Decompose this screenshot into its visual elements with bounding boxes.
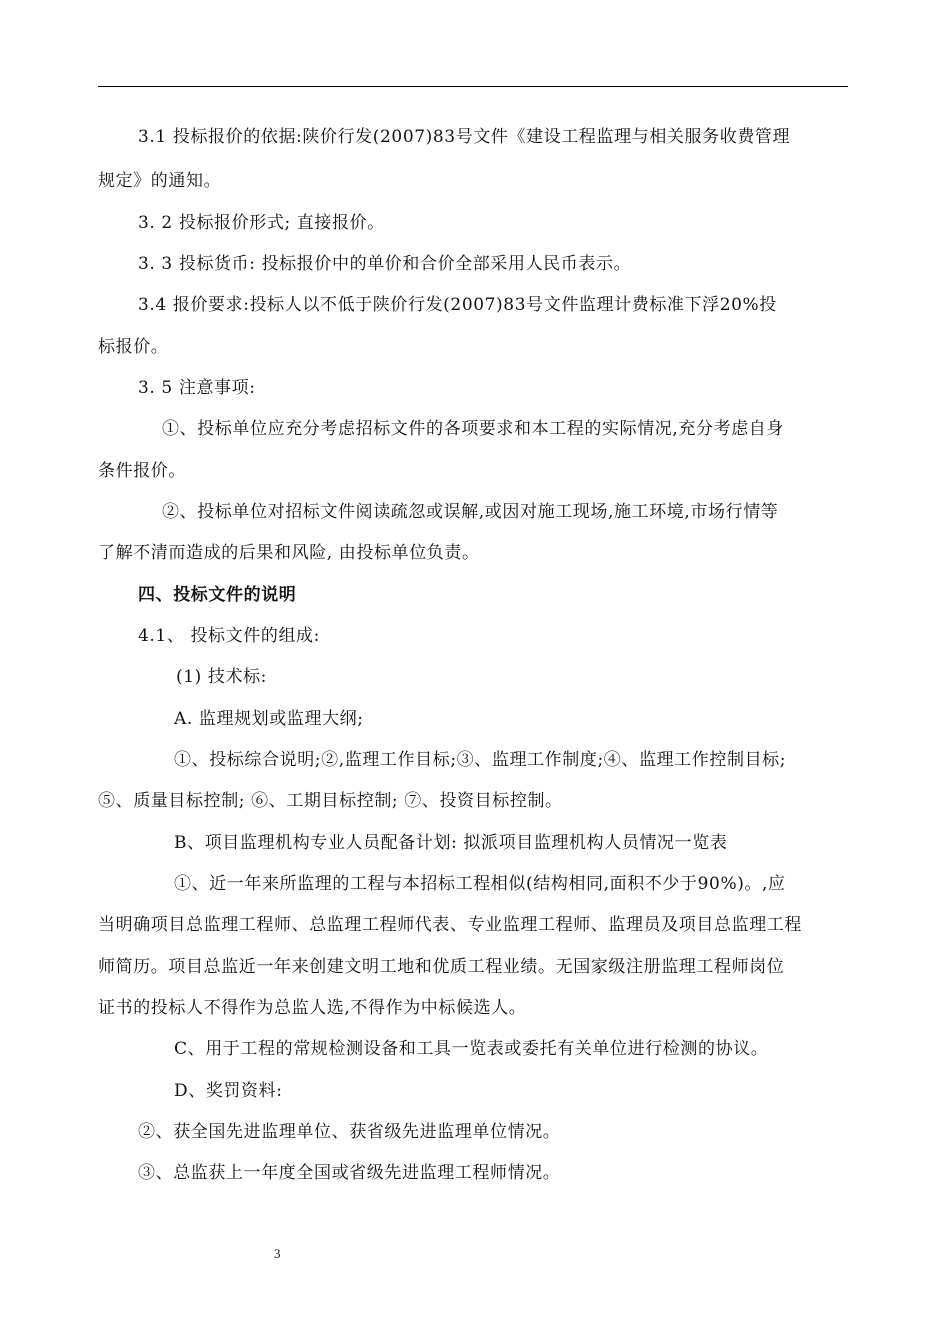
text-line: 师简历。项目总监近一年来创建文明工地和优质工程业绩。无国家级注册监理工程师岗位	[98, 957, 785, 977]
text-line: ①、投标单位应充分考虑招标文件的各项要求和本工程的实际情况,充分考虑自身	[162, 419, 785, 439]
header-rule	[98, 86, 848, 87]
text-line: ②、投标单位对招标文件阅读疏忽或误解,或因对施工现场,施工环境,市场行情等	[162, 502, 779, 522]
text-line: 规定》的通知。	[98, 171, 222, 191]
text-line: A. 监理规划或监理大纲;	[174, 709, 364, 729]
text-line: 当明确项目总监理工程师、总监理工程师代表、专业监理工程师、监理员及项目总监理工程	[98, 915, 802, 935]
text-line: 3. 3 投标货币: 投标报价中的单价和合价全部采用人民币表示。	[138, 254, 632, 274]
text-line: ①、投标综合说明;②,监理工作目标;③、监理工作制度;④、监理工作控制目标;	[174, 750, 787, 770]
text-line: B、项目监理机构专业人员配备计划: 拟派项目监理机构人员情况一览表	[174, 833, 728, 853]
section-heading: 四、投标文件的说明	[138, 585, 297, 605]
text-line: ②、获全国先进监理单位、获省级先进监理单位情况。	[138, 1122, 561, 1142]
text-line: 3. 5 注意事项:	[138, 378, 256, 398]
text-line: 3.1 投标报价的依据:陕价行发(2007)83号文件《建设工程监理与相关服务收费管理	[138, 127, 791, 147]
text-line: 条件报价。	[98, 461, 186, 481]
text-line: ③、总监获上一年度全国或省级先进监理工程师情况。	[138, 1163, 561, 1183]
text-line: 3.4 报价要求:投标人以不低于陕价行发(2007)83号文件监理计费标准下浮20%投	[138, 295, 777, 315]
text-line: C、用于工程的常规检测设备和工具一览表或委托有关单位进行检测的协议。	[174, 1039, 769, 1059]
text-line: 3. 2 投标报价形式; 直接报价。	[138, 213, 385, 233]
text-line: ⑤、质量目标控制; ⑥、工期目标控制; ⑦、投资目标控制。	[98, 791, 563, 811]
text-line: 4.1、 投标文件的组成:	[138, 626, 320, 646]
page-number: 3	[274, 1246, 281, 1261]
text-line: (1) 技术标:	[176, 667, 268, 687]
text-line: ①、近一年来所监理的工程与本招标工程相似(结构相同,面积不少于90%)。,应	[174, 874, 786, 894]
text-line: 标报价。	[98, 337, 169, 357]
text-line: 证书的投标人不得作为总监人选,不得作为中标候选人。	[98, 998, 527, 1018]
text-line: D、奖罚资料:	[174, 1081, 283, 1101]
text-line: 了解不清而造成的后果和风险, 由投标单位负责。	[98, 543, 480, 563]
